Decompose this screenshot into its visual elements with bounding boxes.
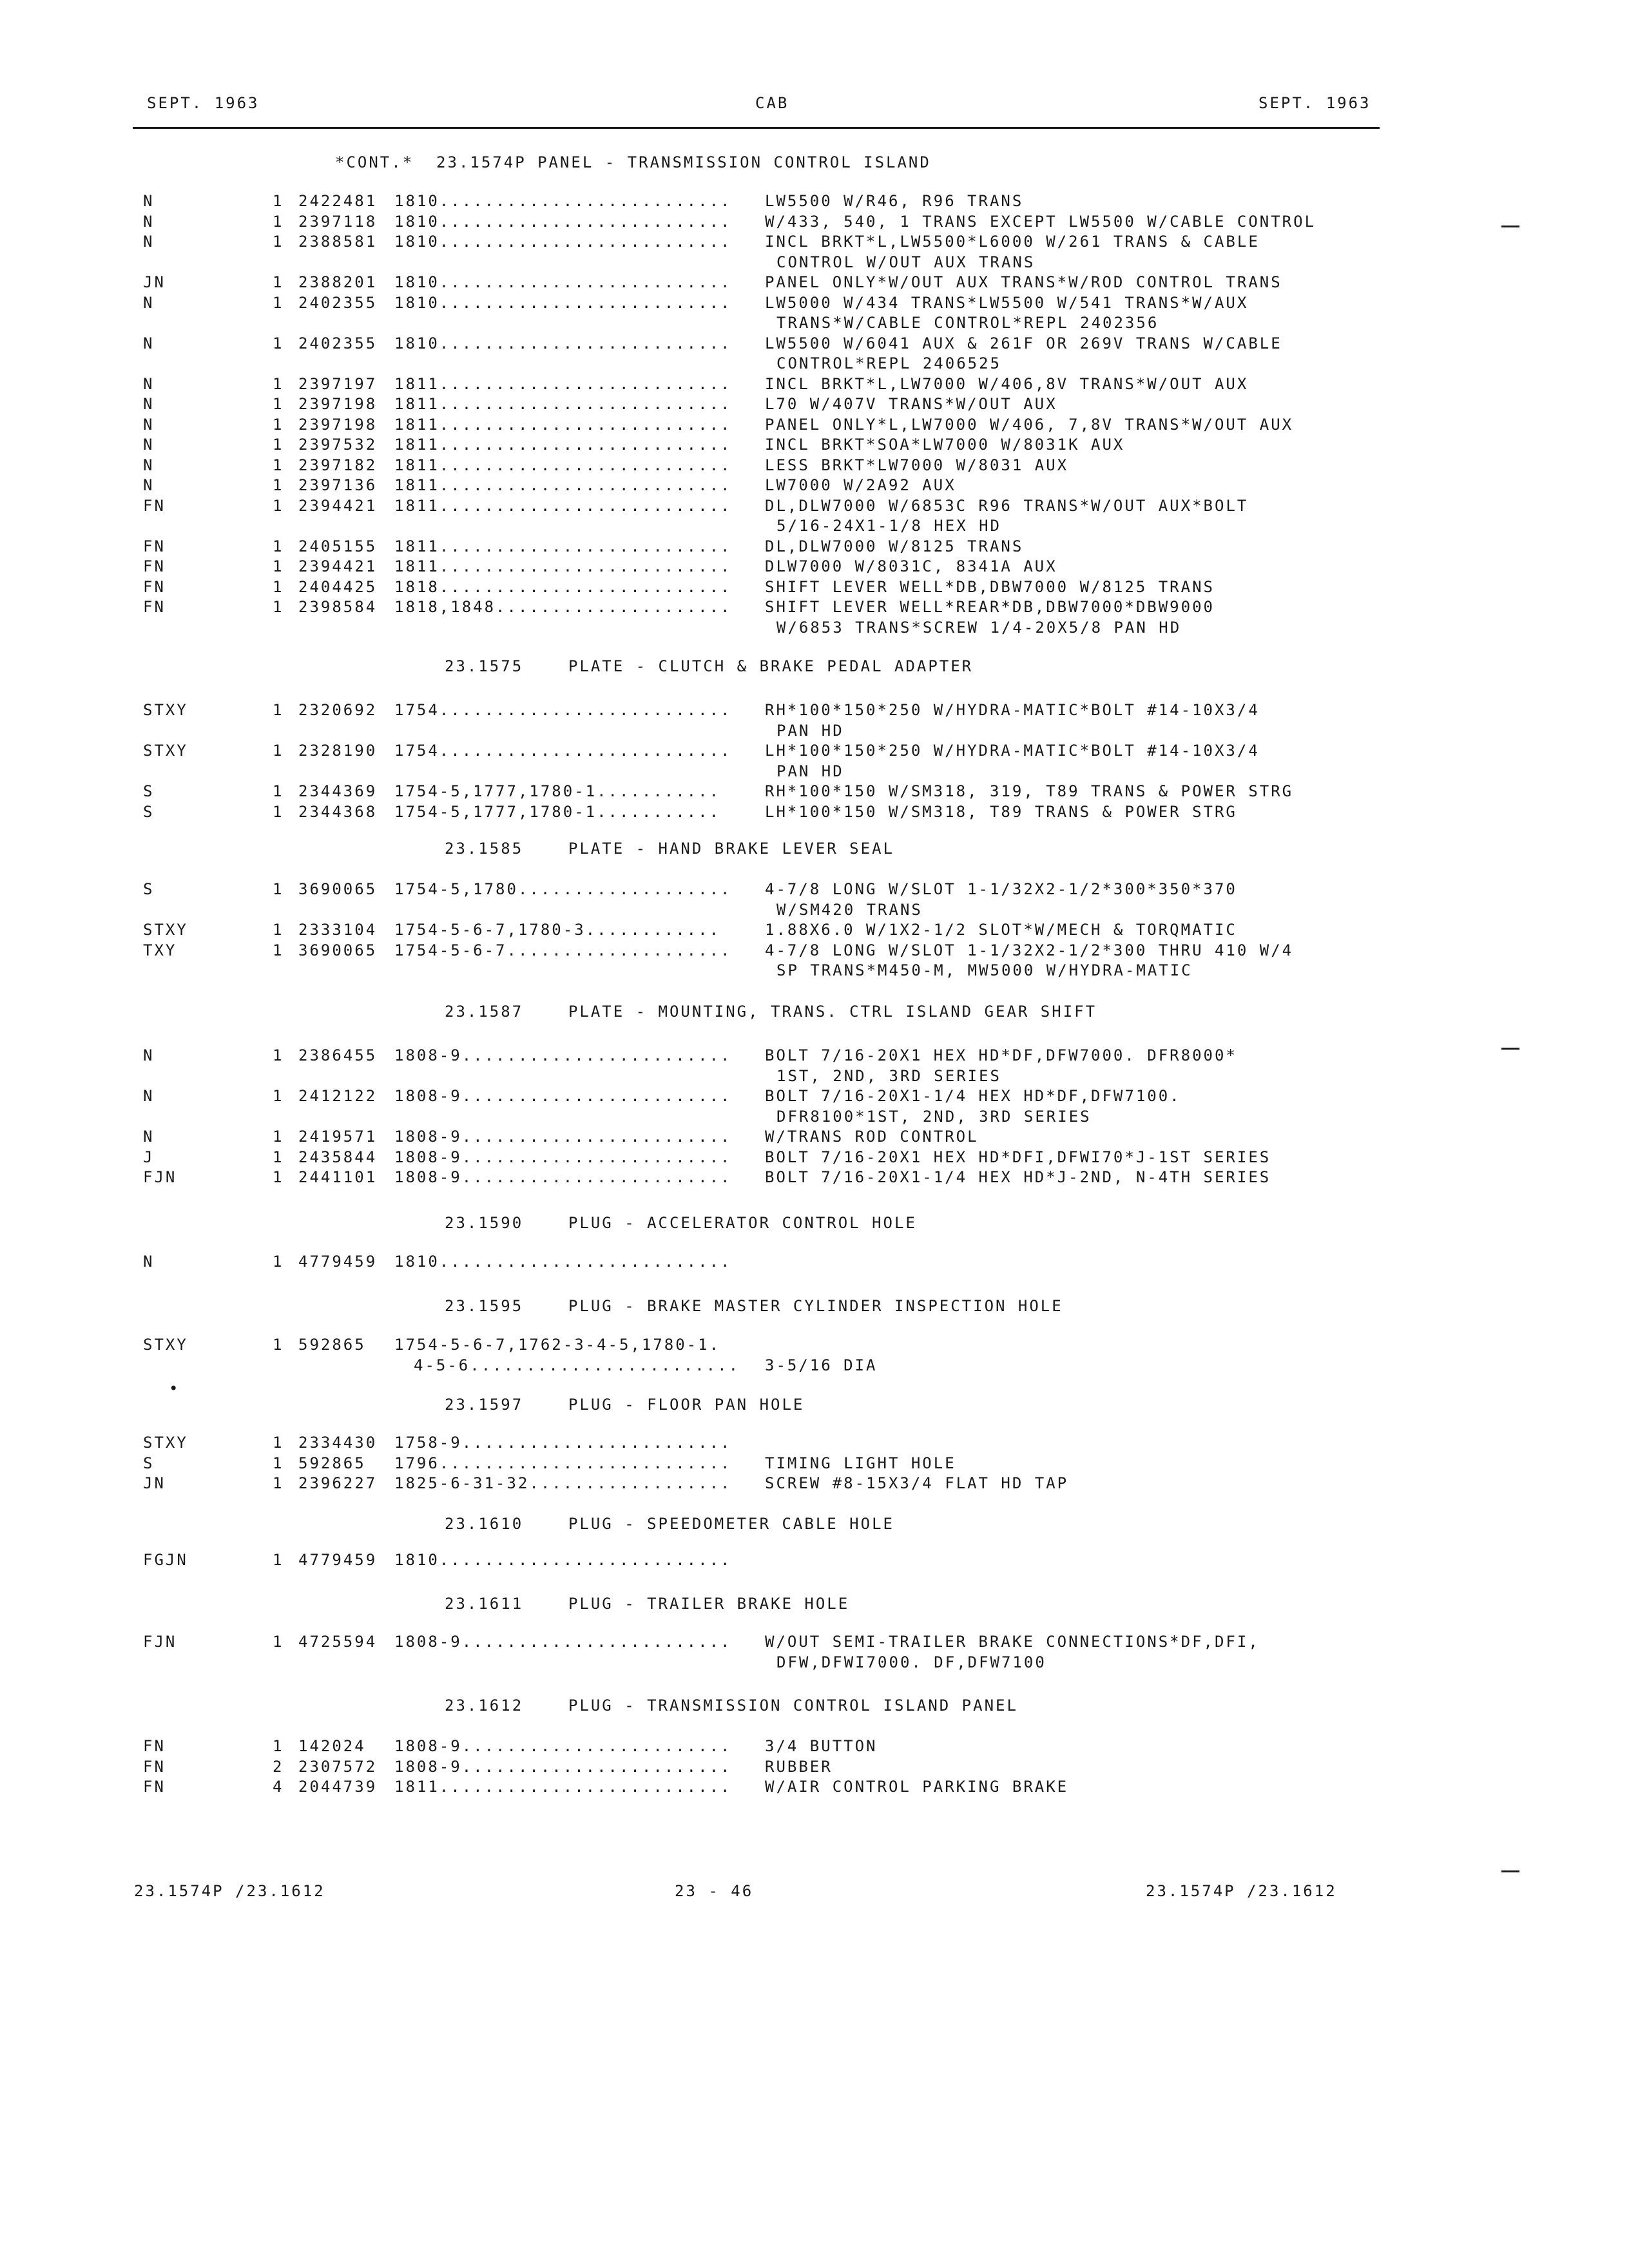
row-part-number: 592865 xyxy=(298,1454,366,1472)
row-effectivity: 1754-5-6-7,1780-3............ xyxy=(394,921,721,939)
row-code: N xyxy=(143,415,155,434)
section-heading: 23.1611 PLUG - TRAILER BRAKE HOLE xyxy=(445,1595,850,1613)
margin-mark xyxy=(1501,1870,1519,1872)
row-qty: 1 xyxy=(273,1737,284,1755)
row-part-number: 2388581 xyxy=(298,233,378,251)
row-effectivity: 1811.......................... xyxy=(394,537,732,555)
section-heading: *CONT.* 23.1574P PANEL - TRANSMISSION CONTROL ISLAND xyxy=(335,153,931,171)
row-effectivity: 1811.......................... xyxy=(394,395,732,413)
row-part-number: 2388201 xyxy=(298,273,378,291)
row-description: BOLT 7/16-20X1-1/4 HEX HD*DF,DFW7100. xyxy=(765,1087,1181,1105)
row-qty: 1 xyxy=(273,1434,284,1452)
row-qty: 1 xyxy=(273,1454,284,1472)
row-part-number: 2397198 xyxy=(298,395,378,413)
row-description: INCL BRKT*SOA*LW7000 W/8031K AUX xyxy=(765,436,1125,454)
row-part-number: 2394421 xyxy=(298,496,378,515)
row-description: LH*100*150*250 W/HYDRA-MATIC*BOLT #14-10X3/4 xyxy=(765,742,1260,760)
row-description: 4-7/8 LONG W/SLOT 1-1/32X2-1/2*300 THRU 410 W/4 xyxy=(765,941,1294,959)
row-description: LW5500 W/6041 AUX & 261F OR 269V TRANS W/CABLE xyxy=(765,334,1282,352)
row-part-number: 2441101 xyxy=(298,1168,378,1186)
row-qty: 1 xyxy=(273,456,284,474)
row-code: N xyxy=(143,233,155,251)
row-code: N xyxy=(143,476,155,494)
row-qty: 1 xyxy=(273,1551,284,1569)
row-part-number: 2344369 xyxy=(298,782,378,800)
row-effectivity: 1810.......................... xyxy=(394,192,732,210)
row-effectivity: 1810.......................... xyxy=(394,334,732,352)
row-effectivity: 1811.......................... xyxy=(394,436,732,454)
row-effectivity: 1810.......................... xyxy=(394,1253,732,1271)
row-description: CONTROL*REPL 2406525 xyxy=(776,354,1001,372)
row-part-number: 2320692 xyxy=(298,701,378,719)
row-code: FN xyxy=(143,1737,166,1755)
row-code: FN xyxy=(143,1757,166,1776)
row-effectivity: 1808-9........................ xyxy=(394,1148,732,1166)
row-description: LW7000 W/2A92 AUX xyxy=(765,476,956,494)
row-code: S xyxy=(143,880,155,898)
row-code: FN xyxy=(143,537,166,555)
section-heading: 23.1612 PLUG - TRANSMISSION CONTROL ISLAND PANEL xyxy=(445,1696,1018,1715)
row-effectivity: 1811.......................... xyxy=(394,557,732,575)
row-effectivity: 1811.......................... xyxy=(394,496,732,515)
row-part-number: 2402355 xyxy=(298,293,378,312)
row-qty: 1 xyxy=(273,273,284,291)
row-description: TIMING LIGHT HOLE xyxy=(765,1454,956,1472)
row-qty: 1 xyxy=(273,415,284,434)
section-heading: 23.1595 PLUG - BRAKE MASTER CYLINDER INSPECTION HOLE xyxy=(445,1297,1063,1315)
row-code: FN xyxy=(143,598,166,616)
row-effectivity: 1754-5,1777,1780-1........... xyxy=(394,782,721,800)
row-description: SP TRANS*M450-M, MW5000 W/HYDRA-MATIC xyxy=(776,961,1193,979)
row-description: BOLT 7/16-20X1 HEX HD*DFI,DFWI70*J-1ST SERIES xyxy=(765,1148,1271,1166)
row-description: DFR8100*1ST, 2ND, 3RD SERIES xyxy=(776,1107,1092,1126)
row-description: RH*100*150*250 W/HYDRA-MATIC*BOLT #14-10X3/4 xyxy=(765,701,1260,719)
row-part-number: 2405155 xyxy=(298,537,378,555)
page-number: 23 - 46 xyxy=(675,1882,754,1900)
row-qty: 1 xyxy=(273,334,284,352)
row-part-number: 4779459 xyxy=(298,1253,378,1271)
row-code: N xyxy=(143,192,155,210)
row-effectivity: 1796.......................... xyxy=(394,1454,732,1472)
header-date-left: SEPT. 1963 xyxy=(147,94,260,112)
row-description: 3/4 BUTTON xyxy=(765,1737,878,1755)
row-code: J xyxy=(143,1148,155,1166)
row-code: JN xyxy=(143,1474,166,1492)
row-code: N xyxy=(143,1128,155,1146)
row-part-number: 2394421 xyxy=(298,557,378,575)
row-description: W/6853 TRANS*SCREW 1/4-20X5/8 PAN HD xyxy=(776,618,1182,637)
row-description: TRANS*W/CABLE CONTROL*REPL 2402356 xyxy=(776,314,1159,332)
row-description: INCL BRKT*L,LW5500*L6000 W/261 TRANS & CABLE xyxy=(765,233,1260,251)
row-part-number: 2344368 xyxy=(298,802,378,821)
row-code: N xyxy=(143,456,155,474)
row-description: W/SM420 TRANS xyxy=(776,900,923,919)
row-code: N xyxy=(143,334,155,352)
row-code: S xyxy=(143,782,155,800)
row-part-number: 2044739 xyxy=(298,1778,378,1796)
row-part-number: 142024 xyxy=(298,1737,366,1755)
row-effectivity: 1810.......................... xyxy=(394,212,732,231)
row-description: PAN HD xyxy=(776,762,844,780)
row-qty: 1 xyxy=(273,1148,284,1166)
row-part-number: 3690065 xyxy=(298,941,378,959)
row-code: FGJN xyxy=(143,1551,188,1569)
row-description: 5/16-24X1-1/8 HEX HD xyxy=(776,517,1001,535)
footer-right: 23.1574P /23.1612 xyxy=(1146,1882,1337,1900)
row-effectivity: 1754.......................... xyxy=(394,701,732,719)
row-qty: 4 xyxy=(273,1778,284,1796)
row-qty: 1 xyxy=(273,1046,284,1064)
section-heading: 23.1597 PLUG - FLOOR PAN HOLE xyxy=(445,1396,805,1414)
row-effectivity: 1818,1848..................... xyxy=(394,598,732,616)
row-code: N xyxy=(143,1253,155,1271)
row-effectivity: 1754-5,1777,1780-1........... xyxy=(394,802,721,821)
row-code: FN xyxy=(143,496,166,515)
row-qty: 1 xyxy=(273,293,284,312)
row-qty: 1 xyxy=(273,395,284,413)
row-effectivity: 1811.......................... xyxy=(394,456,732,474)
row-effectivity: 1811.......................... xyxy=(394,1778,732,1796)
row-code: N xyxy=(143,212,155,231)
row-qty: 1 xyxy=(273,557,284,575)
row-description: SHIFT LEVER WELL*DB,DBW7000 W/8125 TRANS xyxy=(765,577,1215,596)
row-qty: 1 xyxy=(273,496,284,515)
row-part-number: 2307572 xyxy=(298,1757,378,1776)
row-qty: 1 xyxy=(273,1128,284,1146)
row-code: N xyxy=(143,1046,155,1064)
margin-mark xyxy=(1501,226,1519,227)
row-part-number: 2397136 xyxy=(298,476,378,494)
row-qty: 1 xyxy=(273,921,284,939)
row-part-number: 4779459 xyxy=(298,1551,378,1569)
row-part-number: 4725594 xyxy=(298,1633,378,1651)
section-heading: 23.1590 PLUG - ACCELERATOR CONTROL HOLE xyxy=(445,1214,917,1232)
row-part-number: 2396227 xyxy=(298,1474,378,1492)
row-qty: 1 xyxy=(273,782,284,800)
row-qty: 1 xyxy=(273,598,284,616)
row-description: PANEL ONLY*L,LW7000 W/406, 7,8V TRANS*W/OUT AUX xyxy=(765,415,1294,434)
row-description: LESS BRKT*LW7000 W/8031 AUX xyxy=(765,456,1069,474)
row-description: LW5000 W/434 TRANS*LW5500 W/541 TRANS*W/AUX xyxy=(765,293,1249,312)
row-effectivity: 1825-6-31-32.................. xyxy=(394,1474,732,1492)
row-effectivity: 1754.......................... xyxy=(394,742,732,760)
bullet-mark: • xyxy=(169,1379,180,1398)
row-qty: 2 xyxy=(273,1757,284,1776)
row-description: 1ST, 2ND, 3RD SERIES xyxy=(776,1066,1001,1085)
row-part-number: 2386455 xyxy=(298,1046,378,1064)
row-part-number: 2397197 xyxy=(298,374,378,393)
row-effectivity: 1811.......................... xyxy=(394,415,732,434)
row-effectivity: 1754-5-6-7,1762-3-4-5,1780-1. xyxy=(394,1336,721,1354)
row-description: BOLT 7/16-20X1-1/4 HEX HD*J-2ND, N-4TH SERIES xyxy=(765,1168,1271,1186)
row-code: S xyxy=(143,1454,155,1472)
row-part-number: 2397532 xyxy=(298,436,378,454)
row-qty: 1 xyxy=(273,880,284,898)
row-qty: 1 xyxy=(273,577,284,596)
row-effectivity: 1818.......................... xyxy=(394,577,732,596)
row-qty: 1 xyxy=(273,374,284,393)
row-part-number: 592865 xyxy=(298,1336,366,1354)
row-effectivity: 1810.......................... xyxy=(394,273,732,291)
row-description: 4-7/8 LONG W/SLOT 1-1/32X2-1/2*300*350*370 xyxy=(765,880,1237,898)
header-title: CAB xyxy=(755,94,789,112)
row-effectivity: 1811.......................... xyxy=(394,374,732,393)
row-qty: 1 xyxy=(273,1253,284,1271)
row-effectivity: 1810.......................... xyxy=(394,233,732,251)
row-effectivity: 1810.......................... xyxy=(394,1551,732,1569)
row-part-number: 2397118 xyxy=(298,212,378,231)
row-part-number: 2334430 xyxy=(298,1434,378,1452)
row-part-number: 2397182 xyxy=(298,456,378,474)
row-part-number: 2419571 xyxy=(298,1128,378,1146)
row-qty: 1 xyxy=(273,941,284,959)
row-effectivity: 1808-9........................ xyxy=(394,1737,732,1755)
header-date-right: SEPT. 1963 xyxy=(1258,94,1371,112)
row-qty: 1 xyxy=(273,233,284,251)
footer-left: 23.1574P /23.1612 xyxy=(134,1882,325,1900)
row-code: STXY xyxy=(143,742,188,760)
row-code: STXY xyxy=(143,1336,188,1354)
row-description: SCREW #8-15X3/4 FLAT HD TAP xyxy=(765,1474,1069,1492)
row-effectivity-cont: 4-5-6........................ xyxy=(414,1356,740,1374)
row-description: DFW,DFWI7000. DF,DFW7100 xyxy=(776,1653,1046,1671)
row-part-number: 3690065 xyxy=(298,880,378,898)
row-effectivity: 1810.......................... xyxy=(394,293,732,312)
row-description: W/TRANS ROD CONTROL xyxy=(765,1128,979,1146)
header-rule xyxy=(133,127,1380,129)
row-part-number: 2435844 xyxy=(298,1148,378,1166)
row-qty: 1 xyxy=(273,212,284,231)
row-effectivity: 1754-5,1780................... xyxy=(394,880,732,898)
row-description: DL,DLW7000 W/8125 TRANS xyxy=(765,537,1024,555)
row-description: LW5500 W/R46, R96 TRANS xyxy=(765,192,1024,210)
row-code: STXY xyxy=(143,921,188,939)
row-code: JN xyxy=(143,273,166,291)
row-effectivity: 1808-9........................ xyxy=(394,1046,732,1064)
row-code: STXY xyxy=(143,1434,188,1452)
row-description: BOLT 7/16-20X1 HEX HD*DF,DFW7000. DFR8000* xyxy=(765,1046,1237,1064)
row-part-number: 2398584 xyxy=(298,598,378,616)
row-effectivity: 1808-9........................ xyxy=(394,1128,732,1146)
section-heading: 23.1610 PLUG - SPEEDOMETER CABLE HOLE xyxy=(445,1515,894,1533)
row-code: FN xyxy=(143,557,166,575)
row-description: RH*100*150 W/SM318, 319, T89 TRANS & POWER STRG xyxy=(765,782,1294,800)
row-description: 1.88X6.0 W/1X2-1/2 SLOT*W/MECH & TORQMATIC xyxy=(765,921,1237,939)
row-qty: 1 xyxy=(273,1168,284,1186)
row-effectivity: 1808-9........................ xyxy=(394,1633,732,1651)
row-effectivity: 1808-9........................ xyxy=(394,1757,732,1776)
section-heading: 23.1587 PLATE - MOUNTING, TRANS. CTRL ISLAND GEAR SHIFT xyxy=(445,1003,1097,1021)
row-code: FN xyxy=(143,1778,166,1796)
row-qty: 1 xyxy=(273,192,284,210)
row-effectivity: 1808-9........................ xyxy=(394,1168,732,1186)
section-heading: 23.1585 PLATE - HAND BRAKE LEVER SEAL xyxy=(445,840,894,858)
row-code: N xyxy=(143,1087,155,1105)
row-description: DL,DLW7000 W/6853C R96 TRANS*W/OUT AUX*BOLT xyxy=(765,496,1249,515)
row-description: W/433, 540, 1 TRANS EXCEPT LW5500 W/CABLE CONTROL xyxy=(765,212,1316,231)
row-qty: 1 xyxy=(273,476,284,494)
row-code: N xyxy=(143,374,155,393)
row-qty: 1 xyxy=(273,1087,284,1105)
row-part-number: 2328190 xyxy=(298,742,378,760)
row-description: RUBBER xyxy=(765,1757,833,1776)
row-code: N xyxy=(143,395,155,413)
row-qty: 1 xyxy=(273,701,284,719)
row-qty: 1 xyxy=(273,742,284,760)
row-code: STXY xyxy=(143,701,188,719)
margin-mark xyxy=(1501,1048,1519,1050)
row-part-number: 2402355 xyxy=(298,334,378,352)
row-qty: 1 xyxy=(273,802,284,821)
section-heading: 23.1575 PLATE - CLUTCH & BRAKE PEDAL ADAPTER xyxy=(445,657,974,675)
row-part-number: 2404425 xyxy=(298,577,378,596)
row-code: N xyxy=(143,436,155,454)
row-qty: 1 xyxy=(273,1336,284,1354)
row-description: CONTROL W/OUT AUX TRANS xyxy=(776,253,1036,271)
row-description: L70 W/407V TRANS*W/OUT AUX xyxy=(765,395,1057,413)
row-effectivity: 1811.......................... xyxy=(394,476,732,494)
row-code: S xyxy=(143,802,155,821)
row-part-number: 2422481 xyxy=(298,192,378,210)
row-qty: 1 xyxy=(273,436,284,454)
row-effectivity: 1758-9........................ xyxy=(394,1434,732,1452)
row-effectivity: 1808-9........................ xyxy=(394,1087,732,1105)
row-effectivity: 1754-5-6-7.................... xyxy=(394,941,732,959)
row-part-number: 2333104 xyxy=(298,921,378,939)
row-description: W/AIR CONTROL PARKING BRAKE xyxy=(765,1778,1069,1796)
row-description: LH*100*150 W/SM318, T89 TRANS & POWER STRG xyxy=(765,802,1237,821)
row-qty: 1 xyxy=(273,537,284,555)
row-description: 3-5/16 DIA xyxy=(765,1356,878,1374)
row-description: DLW7000 W/8031C, 8341A AUX xyxy=(765,557,1057,575)
row-code: FJN xyxy=(143,1633,177,1651)
row-part-number: 2412122 xyxy=(298,1087,378,1105)
row-description: SHIFT LEVER WELL*REAR*DB,DBW7000*DBW9000 xyxy=(765,598,1215,616)
row-part-number: 2397198 xyxy=(298,415,378,434)
row-description: PANEL ONLY*W/OUT AUX TRANS*W/ROD CONTROL TRANS xyxy=(765,273,1282,291)
row-code: N xyxy=(143,293,155,312)
row-description: PAN HD xyxy=(776,721,844,740)
row-code: FN xyxy=(143,577,166,596)
row-qty: 1 xyxy=(273,1633,284,1651)
row-description: W/OUT SEMI-TRAILER BRAKE CONNECTIONS*DF,DFI, xyxy=(765,1633,1260,1651)
row-code: TXY xyxy=(143,941,177,959)
row-description: INCL BRKT*L,LW7000 W/406,8V TRANS*W/OUT AUX xyxy=(765,374,1249,393)
row-qty: 1 xyxy=(273,1474,284,1492)
row-code: FJN xyxy=(143,1168,177,1186)
